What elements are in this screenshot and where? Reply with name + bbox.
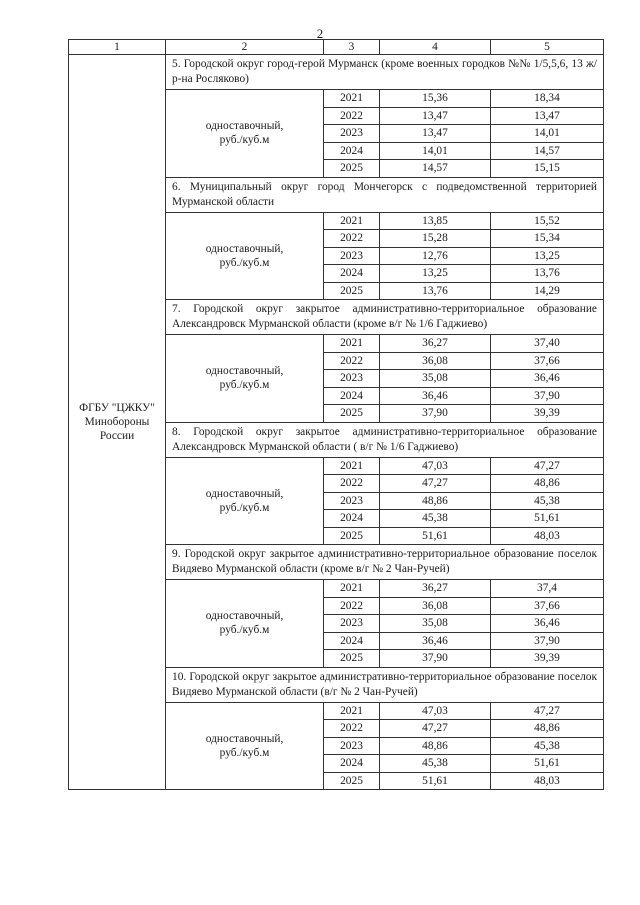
tariff-type-line: одноставочный,: [205, 120, 284, 133]
tariff-value-first-half: 51,61: [380, 527, 491, 545]
tariff-type-line: одноставочный,: [205, 365, 284, 378]
year-cell: 2021: [324, 702, 380, 720]
tariff-value-second-half: 51,61: [491, 510, 604, 528]
year-cell: 2023: [324, 615, 380, 633]
tariff-value-first-half: 48,86: [380, 737, 491, 755]
tariff-type-cell: [166, 457, 324, 545]
tariff-type-cell: [166, 212, 324, 300]
tariff-value-first-half: 47,03: [380, 702, 491, 720]
tariff-value-first-half: 15,28: [380, 230, 491, 248]
section-title: 8. Городской округ закрытое административно-территориальное образование Александровск Мурманской области ( в/г № 1/6 Гаджиево): [166, 422, 604, 457]
year-cell: 2025: [324, 160, 380, 178]
tariff-value-second-half: 45,38: [491, 737, 604, 755]
tariff-value-second-half: 13,25: [491, 247, 604, 265]
tariff-value-second-half: 15,52: [491, 212, 604, 230]
tariff-value-second-half: 36,46: [491, 370, 604, 388]
year-cell: 2021: [324, 90, 380, 108]
tariff-type-line: одноставочный,: [205, 487, 284, 500]
year-cell: 2022: [324, 597, 380, 615]
tariff-value-second-half: 48,86: [491, 720, 604, 738]
tariff-table: [68, 39, 604, 790]
tariff-value-second-half: 14,57: [491, 142, 604, 160]
tariff-type-line: одноставочный,: [205, 242, 284, 255]
tariff-value-second-half: 47,27: [491, 457, 604, 475]
tariff-value-second-half: 37,90: [491, 387, 604, 405]
section-title: 7. Городской округ закрытое административно-территориальное образование Александровск Мурманской области (кроме в/г № 1/6 Гаджиево): [166, 300, 604, 335]
tariff-value-second-half: 37,90: [491, 632, 604, 650]
year-cell: 2023: [324, 492, 380, 510]
tariff-type-line: руб./куб.м: [219, 746, 270, 759]
tariff-value-first-half: 12,76: [380, 247, 491, 265]
tariff-type-cell: [166, 335, 324, 423]
tariff-value-second-half: 45,38: [491, 492, 604, 510]
tariff-type-line: руб./куб.м: [219, 624, 270, 637]
year-cell: 2025: [324, 282, 380, 300]
year-cell: 2022: [324, 352, 380, 370]
organization-name-line: России: [99, 430, 135, 442]
tariff-value-first-half: 45,38: [380, 510, 491, 528]
column-number-row: [69, 40, 604, 55]
tariff-value-second-half: 37,40: [491, 335, 604, 353]
year-cell: 2021: [324, 335, 380, 353]
tariff-value-second-half: 39,39: [491, 650, 604, 668]
tariff-value-first-half: 36,46: [380, 387, 491, 405]
year-cell: 2021: [324, 212, 380, 230]
tariff-type-line: руб./куб.м: [219, 379, 270, 392]
tariff-value-first-half: 13,85: [380, 212, 491, 230]
year-cell: 2023: [324, 737, 380, 755]
tariff-value-first-half: 36,08: [380, 597, 491, 615]
section-title-row: [69, 55, 604, 90]
year-cell: 2024: [324, 632, 380, 650]
tariff-value-first-half: 14,57: [380, 160, 491, 178]
section-title: 6. Муниципальный округ город Мончегорск с подведомственной территорией Мурманской области: [166, 177, 604, 212]
tariff-value-second-half: 39,39: [491, 405, 604, 423]
tariff-value-first-half: 48,86: [380, 492, 491, 510]
year-cell: 2024: [324, 510, 380, 528]
year-cell: 2021: [324, 580, 380, 598]
tariff-type-line: руб./куб.м: [219, 256, 270, 269]
tariff-value-first-half: 36,27: [380, 580, 491, 598]
year-cell: 2025: [324, 650, 380, 668]
tariff-type-line: одноставочный,: [205, 610, 284, 623]
organization-name-line: ФГБУ "ЦЖКУ": [79, 402, 155, 414]
tariff-value-second-half: 15,34: [491, 230, 604, 248]
tariff-value-second-half: 37,66: [491, 352, 604, 370]
year-cell: 2022: [324, 230, 380, 248]
tariff-value-first-half: 13,76: [380, 282, 491, 300]
tariff-value-second-half: 48,03: [491, 772, 604, 790]
column-number: 1: [69, 40, 166, 55]
tariff-value-first-half: 35,08: [380, 615, 491, 633]
tariff-value-first-half: 37,90: [380, 405, 491, 423]
year-cell: 2024: [324, 755, 380, 773]
tariff-value-second-half: 48,03: [491, 527, 604, 545]
section-title: 9. Городской округ закрытое административно-территориальное образование поселок Видяево Мурманской области (кроме в/г № 2 Чан-Ручей): [166, 545, 604, 580]
tariff-value-first-half: 36,46: [380, 632, 491, 650]
page-number: 2: [316, 26, 324, 41]
column-number: 5: [491, 40, 604, 55]
tariff-value-second-half: 13,76: [491, 265, 604, 283]
year-cell: 2024: [324, 265, 380, 283]
tariff-value-second-half: 36,46: [491, 615, 604, 633]
tariff-value-first-half: 35,08: [380, 370, 491, 388]
tariff-value-first-half: 47,27: [380, 720, 491, 738]
tariff-type-line: руб./куб.м: [219, 501, 270, 514]
organization-cell: [69, 55, 166, 790]
tariff-value-second-half: 47,27: [491, 702, 604, 720]
tariff-value-second-half: 51,61: [491, 755, 604, 773]
column-number: 3: [324, 40, 380, 55]
tariff-value-second-half: 37,4: [491, 580, 604, 598]
tariff-value-first-half: 36,27: [380, 335, 491, 353]
section-title: 5. Городской округ город-герой Мурманск (кроме военных городков №№ 1/5,5,6, 13 ж/р-на Росляково): [166, 55, 604, 90]
tariff-value-second-half: 15,15: [491, 160, 604, 178]
tariff-type-cell: [166, 702, 324, 790]
tariff-value-second-half: 48,86: [491, 475, 604, 493]
year-cell: 2025: [324, 772, 380, 790]
tariff-value-second-half: 14,01: [491, 125, 604, 143]
tariff-type-cell: [166, 580, 324, 668]
section-title: 10. Городской округ закрытое административно-территориальное образование поселок Видяево Мурманской области (в/г № 2 Чан-Ручей): [166, 667, 604, 702]
column-number: 4: [380, 40, 491, 55]
column-number: 2: [166, 40, 324, 55]
year-cell: 2024: [324, 142, 380, 160]
tariff-value-second-half: 37,66: [491, 597, 604, 615]
year-cell: 2024: [324, 387, 380, 405]
year-cell: 2023: [324, 247, 380, 265]
tariff-type-line: руб./куб.м: [219, 134, 270, 147]
year-cell: 2023: [324, 125, 380, 143]
tariff-value-first-half: 47,03: [380, 457, 491, 475]
tariff-value-first-half: 45,38: [380, 755, 491, 773]
tariff-value-first-half: 13,47: [380, 107, 491, 125]
tariff-value-first-half: 13,25: [380, 265, 491, 283]
tariff-value-first-half: 15,36: [380, 90, 491, 108]
year-cell: 2022: [324, 475, 380, 493]
year-cell: 2025: [324, 527, 380, 545]
tariff-type-cell: [166, 90, 324, 178]
tariff-value-first-half: 36,08: [380, 352, 491, 370]
tariff-value-first-half: 51,61: [380, 772, 491, 790]
tariff-value-second-half: 13,47: [491, 107, 604, 125]
tariff-value-second-half: 18,34: [491, 90, 604, 108]
tariff-type-line: одноставочный,: [205, 732, 284, 745]
tariff-value-first-half: 47,27: [380, 475, 491, 493]
year-cell: 2022: [324, 107, 380, 125]
year-cell: 2023: [324, 370, 380, 388]
tariff-value-second-half: 14,29: [491, 282, 604, 300]
tariff-value-first-half: 37,90: [380, 650, 491, 668]
tariff-value-first-half: 14,01: [380, 142, 491, 160]
year-cell: 2025: [324, 405, 380, 423]
year-cell: 2022: [324, 720, 380, 738]
year-cell: 2021: [324, 457, 380, 475]
tariff-value-first-half: 13,47: [380, 125, 491, 143]
organization-name-line: Минобороны: [84, 416, 150, 428]
